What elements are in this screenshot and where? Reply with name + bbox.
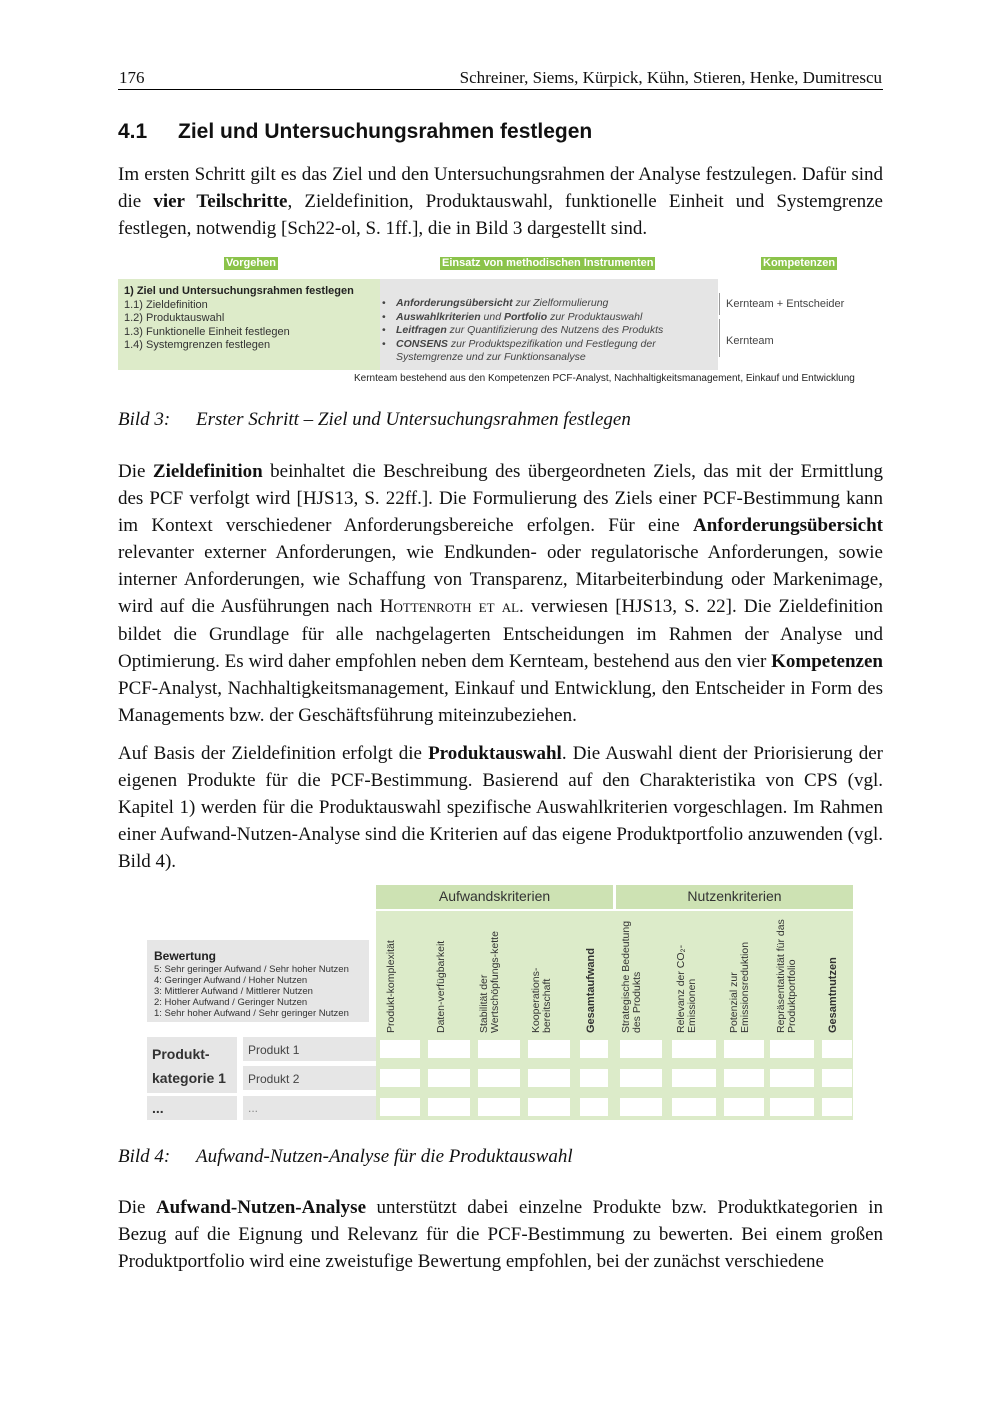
paragraph-4: Die Aufwand-Nutzen-Analyse unterstützt dabei einzelne Produkte bzw. Produktkategorien in Bezug auf die Eignung und Relevanz für die PCF-Bestimmung zu bewerten. Bei einem großen Produktportfolio wird eine zweistufige Bewertung empfohlen, bei der zunächst verschiedene: [118, 1197, 883, 1273]
more-product-box: [243, 1096, 377, 1120]
instrument-item: • Leitfragen zur Quantifizierung des Nutzens des Produkts: [380, 324, 710, 338]
col-stabilitaet: Stabilität der Wertschöpfungs-kette: [478, 931, 501, 1033]
rating-cell: [580, 1069, 608, 1087]
step-3: 1.3) Funktionelle Einheit festlegen: [124, 326, 290, 338]
competence-1: Kernteam + Entscheider: [726, 298, 845, 310]
header-einsatz: Einsatz von methodischen Instrumenten: [442, 257, 654, 269]
rating-cell: [380, 1069, 420, 1087]
rating-cell: [428, 1040, 470, 1058]
rating-cell: [380, 1040, 420, 1058]
bewertung-scale-4: 4: Geringer Aufwand / Hoher Nutzen: [154, 975, 308, 986]
competence-2: Kernteam: [726, 335, 774, 347]
rating-cell: [580, 1098, 608, 1116]
bewertung-scale-3: 3: Mittlerer Aufwand / Mittlerer Nutzen: [154, 986, 313, 997]
section-heading: [118, 120, 592, 144]
rating-cell: [478, 1040, 520, 1058]
more-category: ...: [152, 1100, 164, 1116]
caption-label: Bild 3:: [118, 409, 171, 430]
rating-cell: [528, 1069, 570, 1087]
rating-cell: [724, 1069, 764, 1087]
bewertung-scale-1: 1: Sehr hoher Aufwand / Sehr geringer Nutzen: [154, 1008, 349, 1019]
rating-cell: [620, 1040, 662, 1058]
figure3-footnote: Kernteam bestehend aus den Kompetenzen PCF-Analyst, Nachhaltigkeitsmanagement, Einkauf und Entwicklung: [354, 373, 855, 384]
page-number: 176: [119, 68, 145, 87]
running-header-authors: Schreiner, Siems, Kürpick, Kühn, Stieren, Henke, Dumitrescu: [459, 68, 882, 87]
figure-4: [140, 885, 856, 1125]
instrument-item: • CONSENS zur Produktspezifikation und Festlegung der Systemgrenze und zur Funktionsanalyse: [380, 338, 710, 365]
product-2-label: Produkt 2: [248, 1072, 300, 1086]
rating-cell: [672, 1098, 716, 1116]
bewertung-scale-2: 2: Hoher Aufwand / Geringer Nutzen: [154, 997, 308, 1008]
col-repraesentativitaet: Repräsentativität für das Produktportfolio: [775, 919, 798, 1033]
rating-cell: [528, 1098, 570, 1116]
figure-3-caption: [118, 409, 631, 431]
rating-cell: [428, 1098, 470, 1116]
instrument-item: • Auswahlkriterien und Portfolio zur Produktauswahl: [380, 311, 710, 325]
more-product: ...: [248, 1101, 259, 1115]
caption-label: Bild 4:: [118, 1146, 171, 1167]
group-nutzen: Nutzenkriterien: [616, 885, 853, 909]
section-title: Ziel und Untersuchungsrahmen festlegen: [178, 120, 593, 143]
rating-cell: [478, 1098, 520, 1116]
rating-cell: [620, 1098, 662, 1116]
bold-text: vier Teilschritte: [153, 191, 288, 213]
step-2: 1.2) Produktauswahl: [124, 312, 225, 324]
rating-cell: [822, 1040, 852, 1058]
rating-cell: [770, 1098, 814, 1116]
rating-cell: [672, 1040, 716, 1058]
rating-cell: [528, 1040, 570, 1058]
rating-cell: [428, 1069, 470, 1087]
section-number: 4.1: [118, 120, 148, 143]
header-vorgehen: Vorgehen: [226, 257, 276, 269]
caption-text: Aufwand-Nutzen-Analyse für die Produktauswahl: [196, 1146, 573, 1167]
product-1-label: Produkt 1: [248, 1043, 300, 1057]
col-produktkomplexitaet: Produkt-komplexität: [385, 940, 397, 1033]
rating-cell: [770, 1040, 814, 1058]
rating-cell: [672, 1069, 716, 1087]
separator: [719, 319, 720, 357]
text: Im ersten Schritt gilt es das Ziel und den Untersuchungsrahmen der Analyse festzulegen. Dafür sind die: [118, 164, 883, 213]
rating-cell: [822, 1069, 852, 1087]
category-label: Produkt-kategorie 1: [152, 1046, 226, 1086]
col-kooperation: Kooperations-bereitschaft: [530, 967, 553, 1033]
paragraph-3: Auf Basis der Zieldefinition erfolgt die Produktauswahl. Die Auswahl dient der Priorisierung der eigenen Produkte für die PCF-Bestimmung. Basierend auf den Charakteristika von CPS (vgl. Kapitel 1) werden für die Produktauswahl spezifische Auswahlkriterien vorgeschlagen. Im Rahmen einer Aufwand-Nutzen-Analyse sind die Kriterien auf das eigene Produktportfolio anzuwenden (vgl. Bild 4).: [118, 743, 884, 873]
col-gesamtnutzen: Gesamtnutzen: [827, 957, 839, 1033]
col-datenverfuegbarkeit: Daten-verfügbarkeit: [435, 940, 447, 1033]
figure-3: [118, 255, 883, 390]
col-potenzial: Potenzial zur Emissionsreduktion: [728, 941, 751, 1033]
col-strategische-bedeutung: Strategische Bedeutung des Produkts: [620, 920, 643, 1033]
rating-cell: [822, 1098, 852, 1116]
rating-cell: [478, 1069, 520, 1087]
instruments-list: [380, 297, 710, 365]
col-relevanz-co2: Relevanz der CO₂-Emissionen: [675, 944, 698, 1033]
instrument-item: • Anforderungsübersicht zur Zielformulierung: [380, 297, 710, 311]
rating-cell: [724, 1040, 764, 1058]
step-4: 1.4) Systemgrenzen festlegen: [124, 339, 271, 351]
rating-cell: [724, 1098, 764, 1116]
rating-cell: [770, 1069, 814, 1087]
rating-cell: [580, 1040, 608, 1058]
paragraph-2: Die Zieldefinition beinhaltet die Beschreibung des übergeordneten Ziels, das mit der Ermittlung des PCF verfolgt wird [HJS13, S. 22ff.]. Die Formulierung des Ziels einer PCF-Bestimmung kann im Kontext verschiedener Anforderungsbereiche erfolgen. Für eine Anforderungsübersicht relevanter externer Anforderungen, wie Endkunden- oder regulatorische Anforderungen, sowie interner Anforderungen, wie Schaffung von Transparenz, Mitarbeiterbindung oder Markenimage, wird auf die Ausführungen nach Hottenroth et al. verwiesen [HJS13, S. 22]. Die Zieldefinition bildet die Grundlage für alle nachgelagerten Entscheidungen im Rahmen der Analyse und Optimierung. Es wird daher empfohlen neben dem Kernteam, bestehend aus den vier Kompetenzen PCF-Analyst, Nachhaltigkeitsmanagement, Einkauf und Entwicklung, den Entscheider in Form des Managements bzw. der Geschäftsführung miteinzubeziehen.: [118, 461, 883, 726]
text: , Zieldefinition, Produktauswahl, funktionelle Einheit und Systemgrenze festlegen, notwendig [Sch22-ol, S. 1ff.], die in Bild 3 dargestellt sind.: [118, 191, 883, 240]
bewertung-scale-5: 5: Sehr geringer Aufwand / Sehr hoher Nutzen: [154, 964, 349, 975]
group-aufwand: Aufwandskriterien: [376, 885, 613, 909]
figure-4-caption: [118, 1146, 573, 1168]
step-1: 1.1) Zieldefinition: [124, 299, 208, 311]
header-rule: [118, 89, 883, 90]
paragraph-1: [118, 161, 883, 242]
caption-text: Erster Schritt – Ziel und Untersuchungsrahmen festlegen: [196, 409, 631, 430]
rating-cell: [620, 1069, 662, 1087]
steps-title: 1) Ziel und Untersuchungsrahmen festlegen: [124, 285, 354, 297]
separator: [719, 293, 720, 315]
header-kompetenzen: Kompetenzen: [763, 257, 836, 269]
rating-cell: [380, 1098, 420, 1116]
bewertung-title: Bewertung: [154, 949, 217, 963]
col-gesamtaufwand: Gesamtaufwand: [585, 948, 597, 1033]
